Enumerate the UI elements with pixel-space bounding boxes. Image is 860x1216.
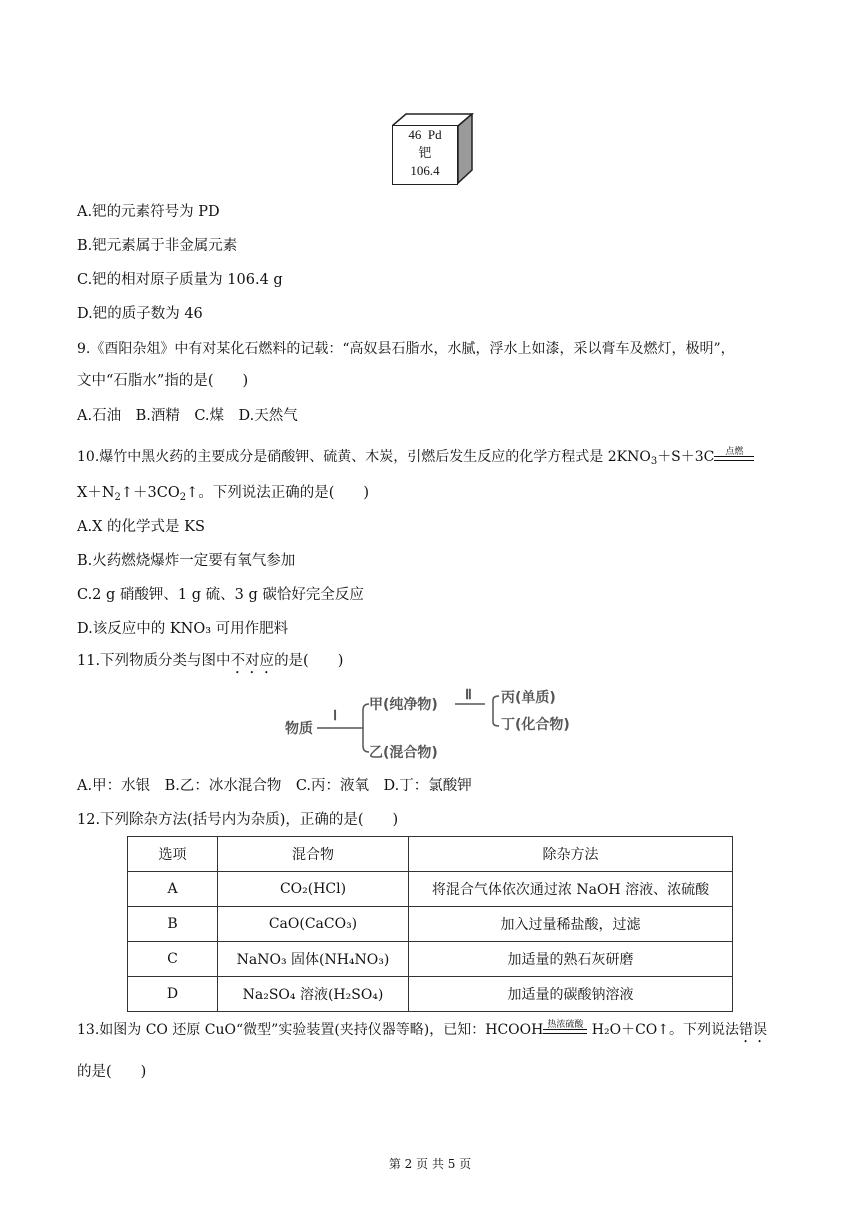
table-cell: Na₂SO₄ 溶液(H₂SO₄) xyxy=(218,977,409,1012)
table-cell: B xyxy=(128,907,218,942)
q8-option-d: D.钯的质子数为 46 xyxy=(77,306,203,322)
table-row xyxy=(128,942,733,977)
reaction-condition-arrow xyxy=(543,1020,587,1037)
atomic-number: 46 xyxy=(408,127,422,142)
q10-line2-mid: ↑＋3CO xyxy=(120,485,180,501)
q11-stem-post: 的是( ) xyxy=(274,653,344,669)
table-cell: NaNO₃ 固体(NH₄NO₃) xyxy=(218,942,409,977)
table-header: 选项 xyxy=(128,837,218,872)
q13-stem-pre: 13.如图为 CO 还原 CuO“微型”实验装置(夹持仪器等略)，已知：HCOOH xyxy=(77,1022,544,1038)
reaction-condition: 热浓硫酸 xyxy=(547,1020,584,1030)
table-row xyxy=(128,907,733,942)
atomic-mass: 106.4 xyxy=(410,163,440,178)
table-header: 除杂方法 xyxy=(409,837,733,872)
q10-stem-tail: ＋S＋3C xyxy=(657,449,715,465)
q10-stem-line1 xyxy=(77,447,754,472)
diagram-edge-2: Ⅱ xyxy=(465,688,472,703)
table-row xyxy=(128,872,733,907)
q11-stem-emphasis: 不对应 xyxy=(230,653,275,669)
q8-option-c: C.钯的相对原子质量为 106.4 g xyxy=(77,272,283,288)
diagram-node-jia: 甲(纯净物) xyxy=(369,697,438,713)
reaction-condition-arrow xyxy=(714,447,754,464)
q13-stem-line2: 的是( ) xyxy=(77,1064,147,1080)
equals-bars xyxy=(543,1029,587,1034)
diagram-edge-1: Ⅰ xyxy=(333,709,338,724)
q12-table xyxy=(127,836,733,1012)
table-row xyxy=(128,977,733,1012)
q9-stem-line2: 文中“石脂水”指的是( ) xyxy=(77,373,249,389)
element-card-front xyxy=(392,125,458,185)
q10-option-a: A.X 的化学式是 KS xyxy=(77,519,205,535)
diagram-root: 物质 xyxy=(285,721,313,737)
q10-option-d: D.该反应中的 KNO₃ 可用作肥料 xyxy=(77,621,289,637)
diagram-node-ding: 丁(化合物) xyxy=(501,717,570,733)
page-footer: 第 2 页 共 5 页 xyxy=(388,1157,472,1171)
q10-line2-a: X＋N xyxy=(77,485,115,501)
q8-option-a: A.钯的元素符号为 PD xyxy=(77,204,220,220)
q13-stem-post: H₂O＋CO↑。下列说法 xyxy=(587,1022,740,1038)
q10-stem-line2 xyxy=(77,483,369,508)
reaction-condition: 点燃 xyxy=(725,447,744,457)
table-cell: CO₂(HCl) xyxy=(218,872,409,907)
table-cell: 加适量的碳酸钠溶液 xyxy=(409,977,733,1012)
table-cell: D xyxy=(128,977,218,1012)
q10-option-b: B.火药燃烧爆炸一定要有氧气参加 xyxy=(77,553,296,569)
q10-sub: 3 xyxy=(650,456,658,467)
q10-stem-text: 10.爆竹中黑火药的主要成分是硝酸钾、硫黄、木炭，引燃后发生反应的化学方程式是 2KNO xyxy=(77,449,651,465)
q11-options: A.甲：水银 B.乙：冰水混合物 C.丙：液氧 D.丁：氯酸钾 xyxy=(77,778,472,794)
q10-option-c: C.2 g 硝酸钾、1 g 硫、3 g 碳恰好完全反应 xyxy=(77,587,364,603)
q8-option-b: B.钯元素属于非金属元素 xyxy=(77,238,238,254)
q10-line2-tail: ↑。下列说法正确的是( ) xyxy=(186,485,370,501)
table-cell: CaO(CaCO₃) xyxy=(218,907,409,942)
table-header-row xyxy=(128,837,733,872)
q9-stem-line1: 9.《酉阳杂俎》中有对某化石燃料的记载：“高奴县石脂水，水腻，浮水上如漆，采以膏车及燃灯，极明”， xyxy=(77,341,735,357)
table-cell: C xyxy=(128,942,218,977)
q10-line2-sub2: 2 xyxy=(179,492,187,503)
element-card xyxy=(392,113,472,185)
q12-stem: 12.下列除杂方法(括号内为杂质)，正确的是( ) xyxy=(77,812,399,828)
table-cell: 加适量的熟石灰研磨 xyxy=(409,942,733,977)
q13-stem-line1 xyxy=(77,1020,767,1046)
q13-stem-emphasis: 错误 xyxy=(739,1022,768,1038)
element-symbol: Pd xyxy=(427,127,442,142)
table-cell: 加入过量稀盐酸，过滤 xyxy=(409,907,733,942)
classification-diagram xyxy=(285,690,585,765)
table-header: 混合物 xyxy=(218,837,409,872)
diagram-node-bing: 丙(单质) xyxy=(501,690,556,706)
diagram-node-yi: 乙(混合物) xyxy=(369,745,438,761)
q11-stem xyxy=(77,651,343,677)
q9-options: A.石油 B.酒精 C.煤 D.天然气 xyxy=(77,408,298,424)
table-cell: 将混合气体依次通过浓 NaOH 溶液、浓硫酸 xyxy=(409,872,733,907)
q10-line2-sub: 2 xyxy=(114,492,121,503)
equals-bars xyxy=(714,456,754,461)
element-name: 钯 xyxy=(418,145,432,160)
q11-stem-pre: 11.下列物质分类与图中 xyxy=(77,653,231,669)
table-cell: A xyxy=(128,872,218,907)
